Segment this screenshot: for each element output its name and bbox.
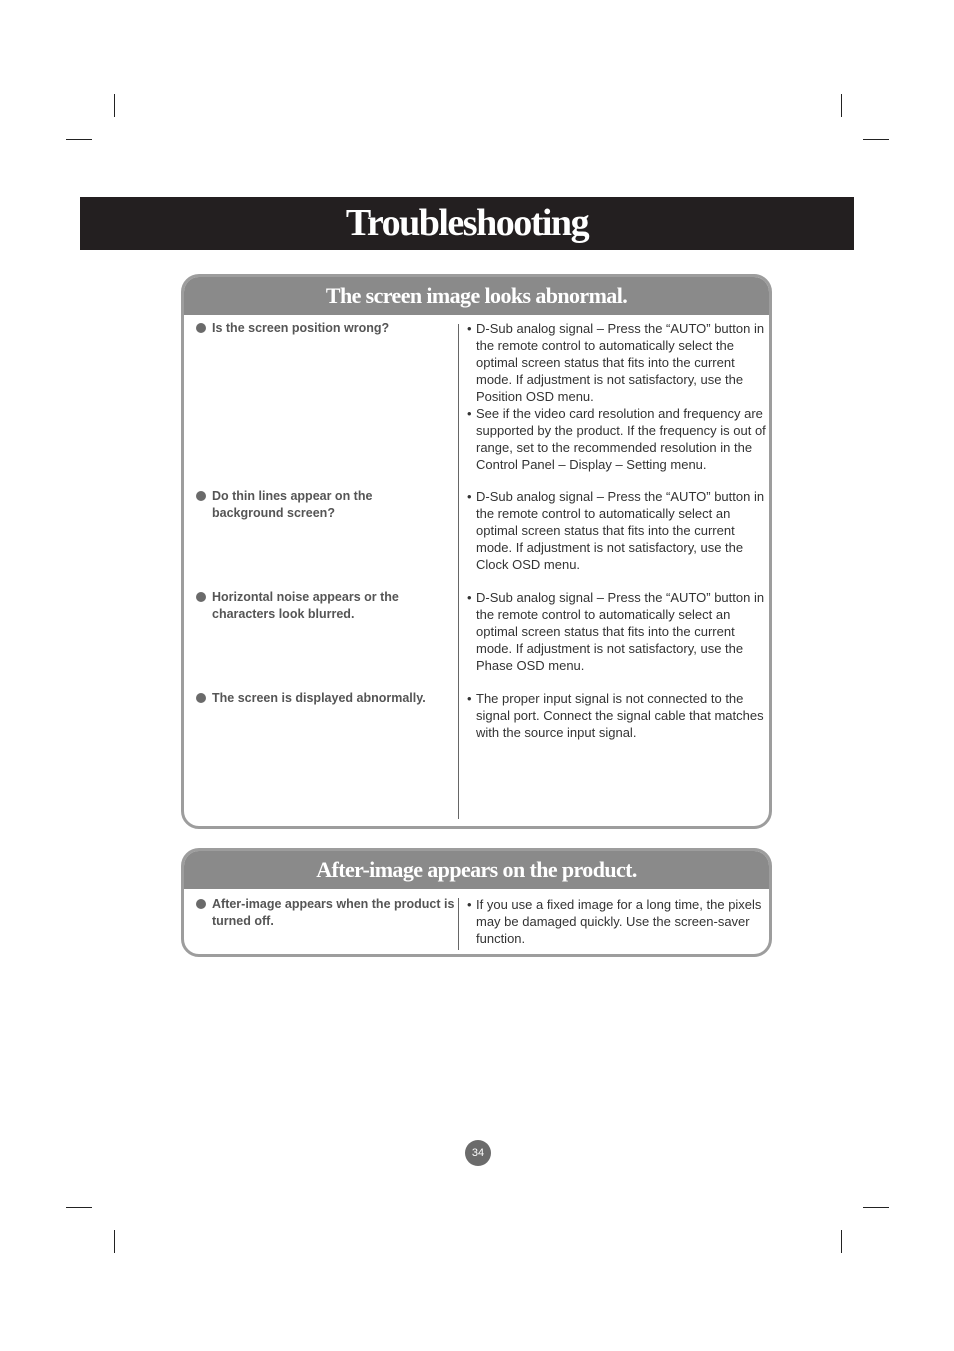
question-item [196, 488, 446, 522]
question-text: Is the screen position wrong? [212, 321, 390, 335]
bullet-icon [196, 491, 206, 501]
question-text: After-image appears when the product is turned off. [212, 897, 455, 928]
answer-block [467, 896, 767, 947]
answer-text: D-Sub analog signal – Press the “AUTO” button in the remote control to automatically select an optimal screen status that fits into the current mode. If adjustment is not satisfactory, use the Phase OSD menu. [476, 590, 765, 673]
answer-item: • If you use a fixed image for a long time, the pixels may be damaged quickly. Use the screen-saver function. [467, 897, 762, 946]
crop-mark [114, 1230, 115, 1253]
bullet-icon [196, 323, 206, 333]
question-item [196, 589, 446, 623]
answer-item: • D-Sub analog signal – Press the “AUTO” button in the remote control to automatically select the optimal screen status that fits into the current mode. If adjustment is not satisfactory, use the Position OSD menu. [467, 321, 765, 404]
section-after-image [181, 848, 772, 957]
answer-block [467, 488, 767, 573]
column-divider [458, 324, 459, 819]
answer-block [467, 589, 767, 674]
crop-mark [863, 1207, 889, 1208]
crop-mark [66, 1207, 92, 1208]
page-number: 34 [465, 1140, 491, 1166]
question-item [196, 320, 446, 337]
crop-mark [841, 1230, 842, 1253]
answer-item: • See if the video card resolution and frequency are supported by the product. If the frequency is out of range, set to the recommended resolution in the Control Panel – Display – Setting menu. [467, 406, 766, 472]
answer-item: • D-Sub analog signal – Press the “AUTO” button in the remote control to automatically select an optimal screen status that fits into the current mode. If adjustment is not satisfactory, use the Phase OSD menu. [467, 590, 765, 673]
answer-text: D-Sub analog signal – Press the “AUTO” button in the remote control to automatically select the optimal screen status that fits into the current mode. If adjustment is not satisfactory, use the Position OSD menu. [476, 321, 765, 404]
bullet-icon [196, 899, 206, 909]
answer-block [467, 320, 767, 473]
crop-mark [66, 139, 92, 140]
question-text: Do thin lines appear on the background screen? [212, 489, 373, 520]
section-heading: After-image appears on the product. [184, 851, 769, 889]
section-heading: The screen image looks abnormal. [184, 277, 769, 315]
page-title: Troubleshooting [80, 197, 854, 250]
column-divider [458, 898, 459, 950]
answer-text: D-Sub analog signal – Press the “AUTO” button in the remote control to automatically select an optimal screen status that fits into the current mode. If adjustment is not satisfactory, use the Clock OSD menu. [476, 489, 765, 572]
answer-text: The proper input signal is not connected to the signal port. Connect the signal cable that matches with the source input signal. [476, 691, 764, 740]
crop-mark [863, 139, 889, 140]
answer-block [467, 690, 767, 741]
question-text: Horizontal noise appears or the characters look blurred. [212, 590, 399, 621]
answer-item: • The proper input signal is not connected to the signal port. Connect the signal cable that matches with the source input signal. [467, 691, 764, 740]
answer-text: If you use a fixed image for a long time, the pixels may be damaged quickly. Use the screen-saver function. [476, 897, 762, 946]
bullet-icon [196, 693, 206, 703]
question-item [196, 690, 446, 707]
question-item [196, 896, 456, 930]
bullet-icon [196, 592, 206, 602]
crop-mark [114, 94, 115, 117]
crop-mark [841, 94, 842, 117]
section-screen-abnormal [181, 274, 772, 829]
question-text: The screen is displayed abnormally. [212, 691, 426, 705]
answer-item: • D-Sub analog signal – Press the “AUTO” button in the remote control to automatically select an optimal screen status that fits into the current mode. If adjustment is not satisfactory, use the Clock OSD menu. [467, 489, 765, 572]
answer-text: See if the video card resolution and frequency are supported by the product. If the frequency is out of range, set to the recommended resolution in the Control Panel – Display – Setting menu. [476, 406, 766, 472]
